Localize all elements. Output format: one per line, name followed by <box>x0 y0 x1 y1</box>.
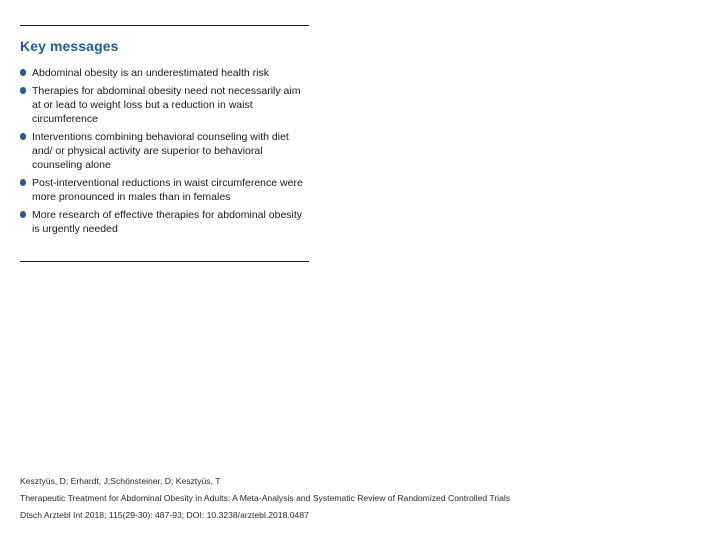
citation-authors: Kesztyüs, D; Erhardt, J;Schönsteiner, D; Kesztyüs, T <box>20 476 221 486</box>
bullet-icon <box>20 69 26 76</box>
citation-reference: Dtsch Arztebl Int 2018; 115(29-30): 487-93; DOI: 10.3238/arztebl.2018.0487 <box>20 510 309 520</box>
key-messages-title: Key messages <box>20 38 119 54</box>
key-message-item <box>20 66 309 80</box>
bullet-icon <box>20 179 26 186</box>
key-message-text: More research of effective therapies for abdominal obesity is urgently needed <box>32 209 303 235</box>
key-message-text: Abdominal obesity is an underestimated health risk <box>32 67 269 79</box>
key-message-item <box>20 176 309 204</box>
bullet-icon <box>20 87 26 94</box>
key-message-item <box>20 130 309 172</box>
key-message-item <box>20 84 309 126</box>
key-message-text: Post-interventional reductions in waist circumference were more pronounced in males than in females <box>32 177 303 203</box>
key-messages-box <box>20 25 309 262</box>
citation-block <box>20 473 510 524</box>
key-message-text: Interventions combining behavioral counseling with diet and/ or physical activity are superior to behavioral counseling alone <box>32 131 289 171</box>
key-message-item <box>20 208 309 236</box>
citation-title: Therapeutic Treatment for Abdominal Obesity in Adults: A Meta-Analysis and Systematic Review of Randomized Controlled Trials <box>20 493 511 503</box>
key-message-text: Therapies for abdominal obesity need not necessarily aim at or lead to weight loss but a reduction in waist circumference <box>32 85 301 125</box>
bullet-icon <box>20 211 26 218</box>
bullet-icon <box>20 133 26 140</box>
key-messages-list <box>20 66 309 240</box>
